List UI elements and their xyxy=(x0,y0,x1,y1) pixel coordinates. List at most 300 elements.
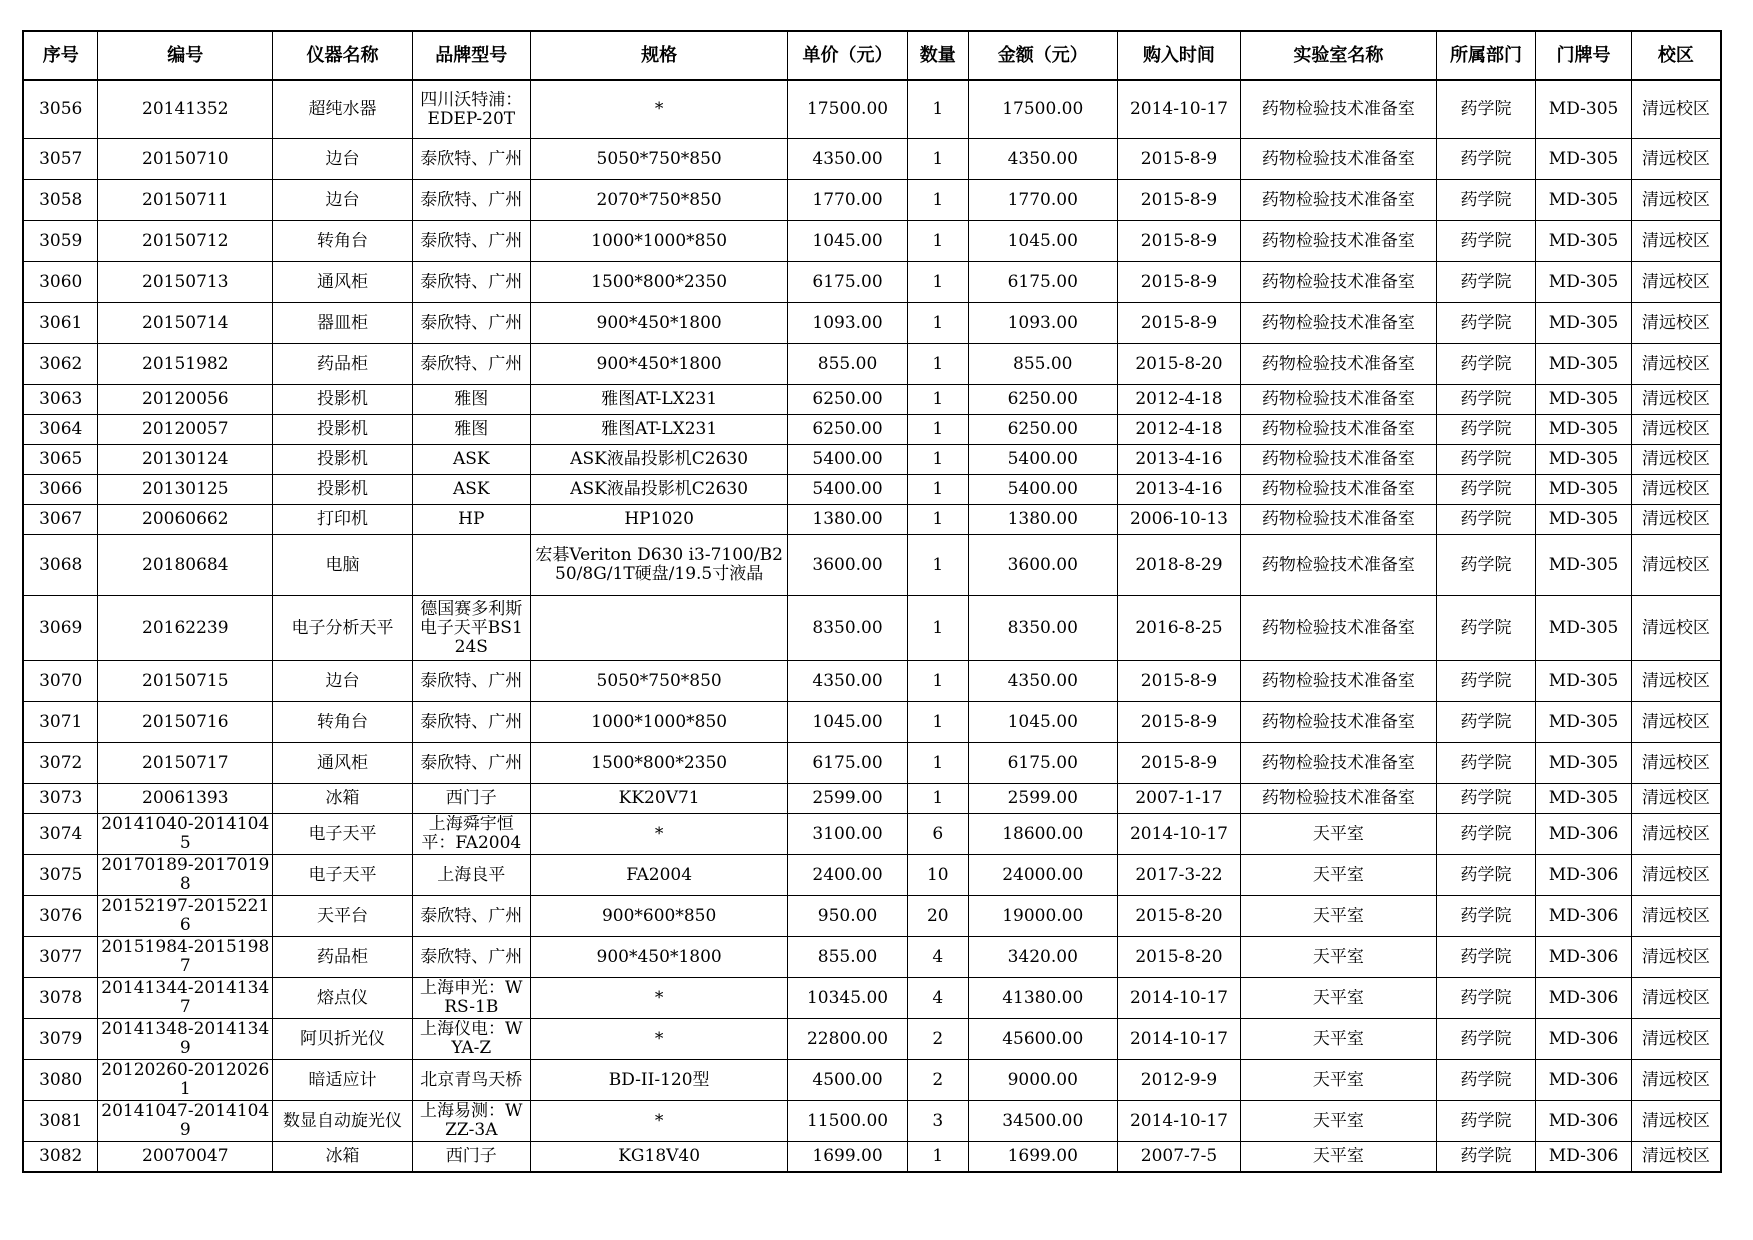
room-number-cell xyxy=(1536,262,1631,303)
spec-cell xyxy=(530,303,788,344)
brand-model-cell xyxy=(412,445,530,475)
brand-model-cell xyxy=(412,385,530,415)
department-text: 药学院 xyxy=(1460,1070,1512,1090)
spec-cell xyxy=(530,445,788,475)
index-text: 3067 xyxy=(39,510,83,529)
col-header-unit-price: 单价（元） xyxy=(788,31,907,80)
spec-text: 雅图AT-LX231 xyxy=(601,420,718,439)
index-cell xyxy=(23,855,98,896)
department-cell xyxy=(1436,262,1536,303)
index-text: 3068 xyxy=(39,555,83,575)
room-number-text: MD-305 xyxy=(1548,618,1619,638)
quantity-cell xyxy=(907,784,968,814)
index-text: 3072 xyxy=(39,753,83,773)
unit-price-cell xyxy=(788,1101,907,1142)
asset-number-text: 20060662 xyxy=(142,510,229,529)
index-cell xyxy=(23,596,98,661)
table-row xyxy=(23,702,1721,743)
quantity-cell xyxy=(907,415,968,445)
table-row xyxy=(23,814,1721,855)
room-number-cell xyxy=(1536,385,1631,415)
department-cell xyxy=(1436,221,1536,262)
amount-cell xyxy=(968,937,1117,978)
room-number-text: MD-306 xyxy=(1548,988,1619,1008)
purchase-date-cell xyxy=(1117,661,1241,702)
lab-name-text: 药物检验技术准备室 xyxy=(1261,450,1415,469)
instrument-name-text: 边台 xyxy=(325,671,360,691)
asset-number-cell xyxy=(98,385,273,415)
quantity-cell xyxy=(907,262,968,303)
room-number-cell xyxy=(1536,1142,1631,1173)
instrument-name-text: 数显自动旋光仪 xyxy=(282,1111,402,1131)
quantity-cell xyxy=(907,221,968,262)
quantity-text: 6 xyxy=(932,824,944,844)
asset-number-cell xyxy=(98,415,273,445)
index-text: 3081 xyxy=(39,1111,83,1131)
brand-model-cell xyxy=(412,661,530,702)
campus-text: 清远校区 xyxy=(1641,555,1710,575)
quantity-text: 1 xyxy=(932,789,944,808)
campus-cell xyxy=(1631,784,1721,814)
spec-text: KG18V40 xyxy=(618,1147,701,1166)
amount-cell xyxy=(968,1060,1117,1101)
department-cell xyxy=(1436,1060,1536,1101)
amount-text: 2599.00 xyxy=(1007,789,1078,808)
asset-number-text: 20150712 xyxy=(142,231,229,251)
index-cell xyxy=(23,1101,98,1142)
index-text: 3065 xyxy=(39,450,83,469)
lab-name-text: 药物检验技术准备室 xyxy=(1261,789,1415,808)
amount-cell xyxy=(968,139,1117,180)
department-text: 药学院 xyxy=(1460,231,1512,251)
campus-cell xyxy=(1631,475,1721,505)
table-row xyxy=(23,784,1721,814)
unit-price-text: 4350.00 xyxy=(812,671,883,691)
quantity-cell xyxy=(907,743,968,784)
room-number-text: MD-305 xyxy=(1548,789,1619,808)
brand-model-cell xyxy=(412,702,530,743)
spec-text: * xyxy=(654,1111,664,1131)
brand-model-text: 泰欣特、广州 xyxy=(420,272,523,292)
instrument-name-cell xyxy=(273,1101,413,1142)
table-row xyxy=(23,262,1721,303)
brand-model-cell xyxy=(412,505,530,535)
quantity-cell xyxy=(907,1019,968,1060)
unit-price-cell xyxy=(788,303,907,344)
quantity-text: 1 xyxy=(932,100,944,119)
index-text: 3074 xyxy=(39,824,83,844)
spec-text: FA2004 xyxy=(626,865,693,885)
quantity-text: 1 xyxy=(932,313,944,333)
spec-text: * xyxy=(654,100,664,119)
spec-text: BD-II-120型 xyxy=(608,1070,710,1090)
room-number-cell xyxy=(1536,855,1631,896)
unit-price-text: 950.00 xyxy=(817,906,878,926)
table-body xyxy=(23,80,1721,1172)
purchase-date-text: 2007-1-17 xyxy=(1135,789,1223,808)
asset-number-text: 20141040-20141045 xyxy=(101,815,270,853)
lab-name-cell xyxy=(1241,221,1436,262)
lab-name-cell xyxy=(1241,535,1436,596)
instrument-name-text: 药品柜 xyxy=(316,354,368,374)
purchase-date-cell xyxy=(1117,855,1241,896)
quantity-text: 4 xyxy=(932,947,944,967)
instrument-name-cell xyxy=(273,344,413,385)
quantity-cell xyxy=(907,445,968,475)
campus-text: 清远校区 xyxy=(1641,420,1710,439)
col-header-instrument-name: 仪器名称 xyxy=(273,31,413,80)
campus-text: 清远校区 xyxy=(1641,824,1710,844)
room-number-cell xyxy=(1536,505,1631,535)
room-number-cell xyxy=(1536,80,1631,139)
spec-cell xyxy=(530,415,788,445)
instrument-name-cell xyxy=(273,535,413,596)
room-number-cell xyxy=(1536,814,1631,855)
lab-name-cell xyxy=(1241,344,1436,385)
purchase-date-cell xyxy=(1117,978,1241,1019)
lab-name-text: 天平室 xyxy=(1312,865,1364,885)
amount-cell xyxy=(968,784,1117,814)
amount-text: 1093.00 xyxy=(1007,313,1078,333)
brand-model-cell xyxy=(412,262,530,303)
spec-cell xyxy=(530,661,788,702)
unit-price-text: 1045.00 xyxy=(812,712,883,732)
index-text: 3076 xyxy=(39,906,83,926)
asset-number-text: 20152197-20152216 xyxy=(101,897,270,935)
quantity-text: 1 xyxy=(932,753,944,773)
department-cell xyxy=(1436,1019,1536,1060)
amount-text: 6250.00 xyxy=(1007,420,1078,439)
index-cell xyxy=(23,743,98,784)
brand-model-text: 泰欣特、广州 xyxy=(420,753,523,773)
col-header-quantity: 数量 xyxy=(907,31,968,80)
campus-cell xyxy=(1631,445,1721,475)
lab-name-cell xyxy=(1241,855,1436,896)
amount-text: 1699.00 xyxy=(1007,1147,1078,1166)
room-number-cell xyxy=(1536,702,1631,743)
instrument-name-cell xyxy=(273,475,413,505)
asset-number-cell xyxy=(98,978,273,1019)
quantity-cell xyxy=(907,303,968,344)
index-cell xyxy=(23,505,98,535)
lab-name-cell xyxy=(1241,1101,1436,1142)
brand-model-text: 西门子 xyxy=(445,1147,497,1166)
col-header-asset-number: 编号 xyxy=(98,31,273,80)
amount-cell xyxy=(968,535,1117,596)
spec-cell xyxy=(530,475,788,505)
campus-text: 清远校区 xyxy=(1641,231,1710,251)
unit-price-text: 4350.00 xyxy=(812,149,883,169)
lab-name-text: 天平室 xyxy=(1312,1070,1364,1090)
purchase-date-cell xyxy=(1117,896,1241,937)
spec-cell xyxy=(530,344,788,385)
asset-number-cell xyxy=(98,139,273,180)
department-cell xyxy=(1436,661,1536,702)
table-row xyxy=(23,896,1721,937)
lab-name-text: 药物检验技术准备室 xyxy=(1261,149,1415,169)
spec-text: ASK液晶投影机C2630 xyxy=(570,450,749,469)
instrument-name-cell xyxy=(273,1060,413,1101)
unit-price-cell xyxy=(788,262,907,303)
purchase-date-text: 2012-4-18 xyxy=(1135,420,1223,439)
unit-price-cell xyxy=(788,978,907,1019)
asset-number-text: 20150714 xyxy=(142,313,229,333)
amount-cell xyxy=(968,262,1117,303)
instrument-name-text: 药品柜 xyxy=(316,947,368,967)
brand-model-cell xyxy=(412,596,530,661)
brand-model-text: 雅图 xyxy=(454,420,489,439)
col-header-brand-model: 品牌型号 xyxy=(412,31,530,80)
quantity-text: 1 xyxy=(932,231,944,251)
unit-price-text: 6250.00 xyxy=(812,390,883,409)
department-text: 药学院 xyxy=(1460,712,1512,732)
purchase-date-cell xyxy=(1117,1142,1241,1173)
department-text: 药学院 xyxy=(1460,906,1512,926)
lab-name-text: 药物检验技术准备室 xyxy=(1261,231,1415,251)
department-cell xyxy=(1436,505,1536,535)
asset-number-text: 20150713 xyxy=(142,272,229,292)
room-number-cell xyxy=(1536,221,1631,262)
quantity-cell xyxy=(907,344,968,385)
brand-model-cell xyxy=(412,937,530,978)
instrument-name-text: 暗适应计 xyxy=(308,1070,377,1090)
lab-name-cell xyxy=(1241,180,1436,221)
instrument-name-cell xyxy=(273,855,413,896)
amount-cell xyxy=(968,505,1117,535)
brand-model-cell xyxy=(412,80,530,139)
asset-number-cell xyxy=(98,743,273,784)
unit-price-cell xyxy=(788,344,907,385)
instrument-name-text: 边台 xyxy=(325,149,360,169)
quantity-text: 4 xyxy=(932,988,944,1008)
amount-cell xyxy=(968,814,1117,855)
amount-cell xyxy=(968,1142,1117,1173)
asset-number-cell xyxy=(98,262,273,303)
campus-cell xyxy=(1631,80,1721,139)
room-number-text: MD-305 xyxy=(1548,450,1619,469)
lab-name-cell xyxy=(1241,896,1436,937)
purchase-date-cell xyxy=(1117,445,1241,475)
room-number-cell xyxy=(1536,445,1631,475)
index-text: 3075 xyxy=(39,865,83,885)
campus-cell xyxy=(1631,937,1721,978)
room-number-cell xyxy=(1536,937,1631,978)
instrument-name-cell xyxy=(273,221,413,262)
lab-name-cell xyxy=(1241,475,1436,505)
amount-cell xyxy=(968,475,1117,505)
campus-text: 清远校区 xyxy=(1641,354,1710,374)
instrument-name-cell xyxy=(273,445,413,475)
instrument-name-text: 打印机 xyxy=(316,510,368,529)
department-cell xyxy=(1436,784,1536,814)
department-text: 药学院 xyxy=(1460,618,1512,638)
inventory-table xyxy=(22,30,1722,1173)
room-number-text: MD-305 xyxy=(1548,480,1619,499)
department-text: 药学院 xyxy=(1460,272,1512,292)
index-text: 3058 xyxy=(39,190,83,210)
room-number-cell xyxy=(1536,180,1631,221)
instrument-name-cell xyxy=(273,80,413,139)
department-text: 药学院 xyxy=(1460,313,1512,333)
instrument-name-text: 投影机 xyxy=(316,480,368,499)
brand-model-text: 泰欣特、广州 xyxy=(420,190,523,210)
amount-cell xyxy=(968,978,1117,1019)
campus-text: 清远校区 xyxy=(1641,865,1710,885)
lab-name-text: 药物检验技术准备室 xyxy=(1261,555,1415,575)
asset-number-cell xyxy=(98,445,273,475)
purchase-date-text: 2017-3-22 xyxy=(1135,865,1223,885)
quantity-cell xyxy=(907,896,968,937)
amount-cell xyxy=(968,702,1117,743)
index-cell xyxy=(23,702,98,743)
purchase-date-text: 2015-8-20 xyxy=(1135,906,1223,926)
room-number-text: MD-306 xyxy=(1548,1147,1619,1166)
quantity-text: 1 xyxy=(932,354,944,374)
campus-text: 清远校区 xyxy=(1641,480,1710,499)
campus-text: 清远校区 xyxy=(1641,906,1710,926)
department-cell xyxy=(1436,702,1536,743)
asset-number-text: 20170189-20170198 xyxy=(101,856,270,894)
asset-number-cell xyxy=(98,814,273,855)
quantity-cell xyxy=(907,535,968,596)
table-row xyxy=(23,505,1721,535)
index-text: 3079 xyxy=(39,1029,83,1049)
lab-name-cell xyxy=(1241,1060,1436,1101)
spec-text: 5050*750*850 xyxy=(596,149,722,169)
brand-model-text: ASK xyxy=(452,450,490,469)
campus-cell xyxy=(1631,978,1721,1019)
lab-name-text: 天平室 xyxy=(1312,906,1364,926)
amount-text: 1770.00 xyxy=(1007,190,1078,210)
campus-cell xyxy=(1631,743,1721,784)
quantity-text: 1 xyxy=(932,555,944,575)
quantity-text: 1 xyxy=(932,190,944,210)
spec-text: 900*600*850 xyxy=(601,906,717,926)
asset-number-text: 20070047 xyxy=(142,1147,229,1166)
campus-cell xyxy=(1631,415,1721,445)
quantity-text: 20 xyxy=(926,906,949,926)
purchase-date-cell xyxy=(1117,814,1241,855)
amount-text: 9000.00 xyxy=(1007,1070,1078,1090)
campus-cell xyxy=(1631,139,1721,180)
spec-text: 2070*750*850 xyxy=(596,190,722,210)
brand-model-cell xyxy=(412,221,530,262)
col-header-department: 所属部门 xyxy=(1436,31,1536,80)
purchase-date-cell xyxy=(1117,505,1241,535)
spec-text: 宏碁Veriton D630 i3-7100/B250/8G/1T硬盘/19.5寸液晶 xyxy=(535,546,783,584)
purchase-date-text: 2015-8-20 xyxy=(1135,354,1223,374)
purchase-date-cell xyxy=(1117,139,1241,180)
asset-number-cell xyxy=(98,80,273,139)
asset-number-text: 20150715 xyxy=(142,671,229,691)
index-cell xyxy=(23,535,98,596)
unit-price-cell xyxy=(788,1142,907,1173)
table-row xyxy=(23,1101,1721,1142)
index-cell xyxy=(23,385,98,415)
asset-number-text: 20141352 xyxy=(142,100,229,119)
purchase-date-text: 2014-10-17 xyxy=(1129,988,1228,1008)
asset-number-cell xyxy=(98,896,273,937)
asset-number-cell xyxy=(98,596,273,661)
spec-cell xyxy=(530,385,788,415)
unit-price-text: 10345.00 xyxy=(806,988,889,1008)
spec-cell xyxy=(530,139,788,180)
campus-cell xyxy=(1631,1060,1721,1101)
department-text: 药学院 xyxy=(1460,789,1512,808)
lab-name-text: 药物检验技术准备室 xyxy=(1261,100,1415,119)
instrument-name-cell xyxy=(273,784,413,814)
department-text: 药学院 xyxy=(1460,190,1512,210)
spec-cell xyxy=(530,262,788,303)
col-header-campus: 校区 xyxy=(1631,31,1721,80)
instrument-name-cell xyxy=(273,743,413,784)
campus-text: 清远校区 xyxy=(1641,313,1710,333)
purchase-date-cell xyxy=(1117,385,1241,415)
instrument-name-cell xyxy=(273,937,413,978)
asset-number-text: 20151984-20151987 xyxy=(101,938,270,976)
department-text: 药学院 xyxy=(1460,390,1512,409)
lab-name-cell xyxy=(1241,303,1436,344)
campus-cell xyxy=(1631,702,1721,743)
unit-price-text: 6250.00 xyxy=(812,420,883,439)
amount-text: 6250.00 xyxy=(1007,390,1078,409)
room-number-text: MD-305 xyxy=(1548,190,1619,210)
amount-cell xyxy=(968,344,1117,385)
purchase-date-text: 2006-10-13 xyxy=(1129,510,1228,529)
instrument-name-cell xyxy=(273,180,413,221)
purchase-date-text: 2015-8-9 xyxy=(1140,190,1218,210)
spec-text: 5050*750*850 xyxy=(596,671,722,691)
brand-model-cell xyxy=(412,855,530,896)
instrument-name-cell xyxy=(273,1019,413,1060)
room-number-text: MD-305 xyxy=(1548,753,1619,773)
amount-cell xyxy=(968,596,1117,661)
room-number-text: MD-305 xyxy=(1548,712,1619,732)
unit-price-text: 5400.00 xyxy=(812,450,883,469)
amount-text: 3420.00 xyxy=(1007,947,1078,967)
purchase-date-cell xyxy=(1117,743,1241,784)
campus-text: 清远校区 xyxy=(1641,510,1710,529)
unit-price-text: 3100.00 xyxy=(812,824,883,844)
purchase-date-text: 2014-10-17 xyxy=(1129,100,1228,119)
spec-text: * xyxy=(654,824,664,844)
department-text: 药学院 xyxy=(1460,510,1512,529)
purchase-date-text: 2016-8-25 xyxy=(1135,618,1223,638)
unit-price-text: 1093.00 xyxy=(812,313,883,333)
lab-name-text: 药物检验技术准备室 xyxy=(1261,420,1415,439)
amount-text: 3600.00 xyxy=(1007,555,1078,575)
room-number-cell xyxy=(1536,784,1631,814)
spec-text: 900*450*1800 xyxy=(596,313,722,333)
quantity-cell xyxy=(907,937,968,978)
lab-name-cell xyxy=(1241,445,1436,475)
unit-price-cell xyxy=(788,814,907,855)
brand-model-text: 德国赛多利斯电子天平BS124S xyxy=(419,599,523,657)
asset-number-text: 20061393 xyxy=(142,789,229,808)
brand-model-text: 泰欣特、广州 xyxy=(420,712,523,732)
room-number-text: MD-305 xyxy=(1548,510,1619,529)
brand-model-text: 西门子 xyxy=(445,789,497,808)
lab-name-text: 天平室 xyxy=(1312,988,1364,1008)
amount-text: 18600.00 xyxy=(1002,824,1084,844)
campus-cell xyxy=(1631,1142,1721,1173)
amount-text: 4350.00 xyxy=(1007,671,1078,691)
table-row xyxy=(23,1060,1721,1101)
campus-text: 清远校区 xyxy=(1641,1111,1710,1131)
quantity-text: 1 xyxy=(932,712,944,732)
index-cell xyxy=(23,262,98,303)
instrument-name-cell xyxy=(273,661,413,702)
